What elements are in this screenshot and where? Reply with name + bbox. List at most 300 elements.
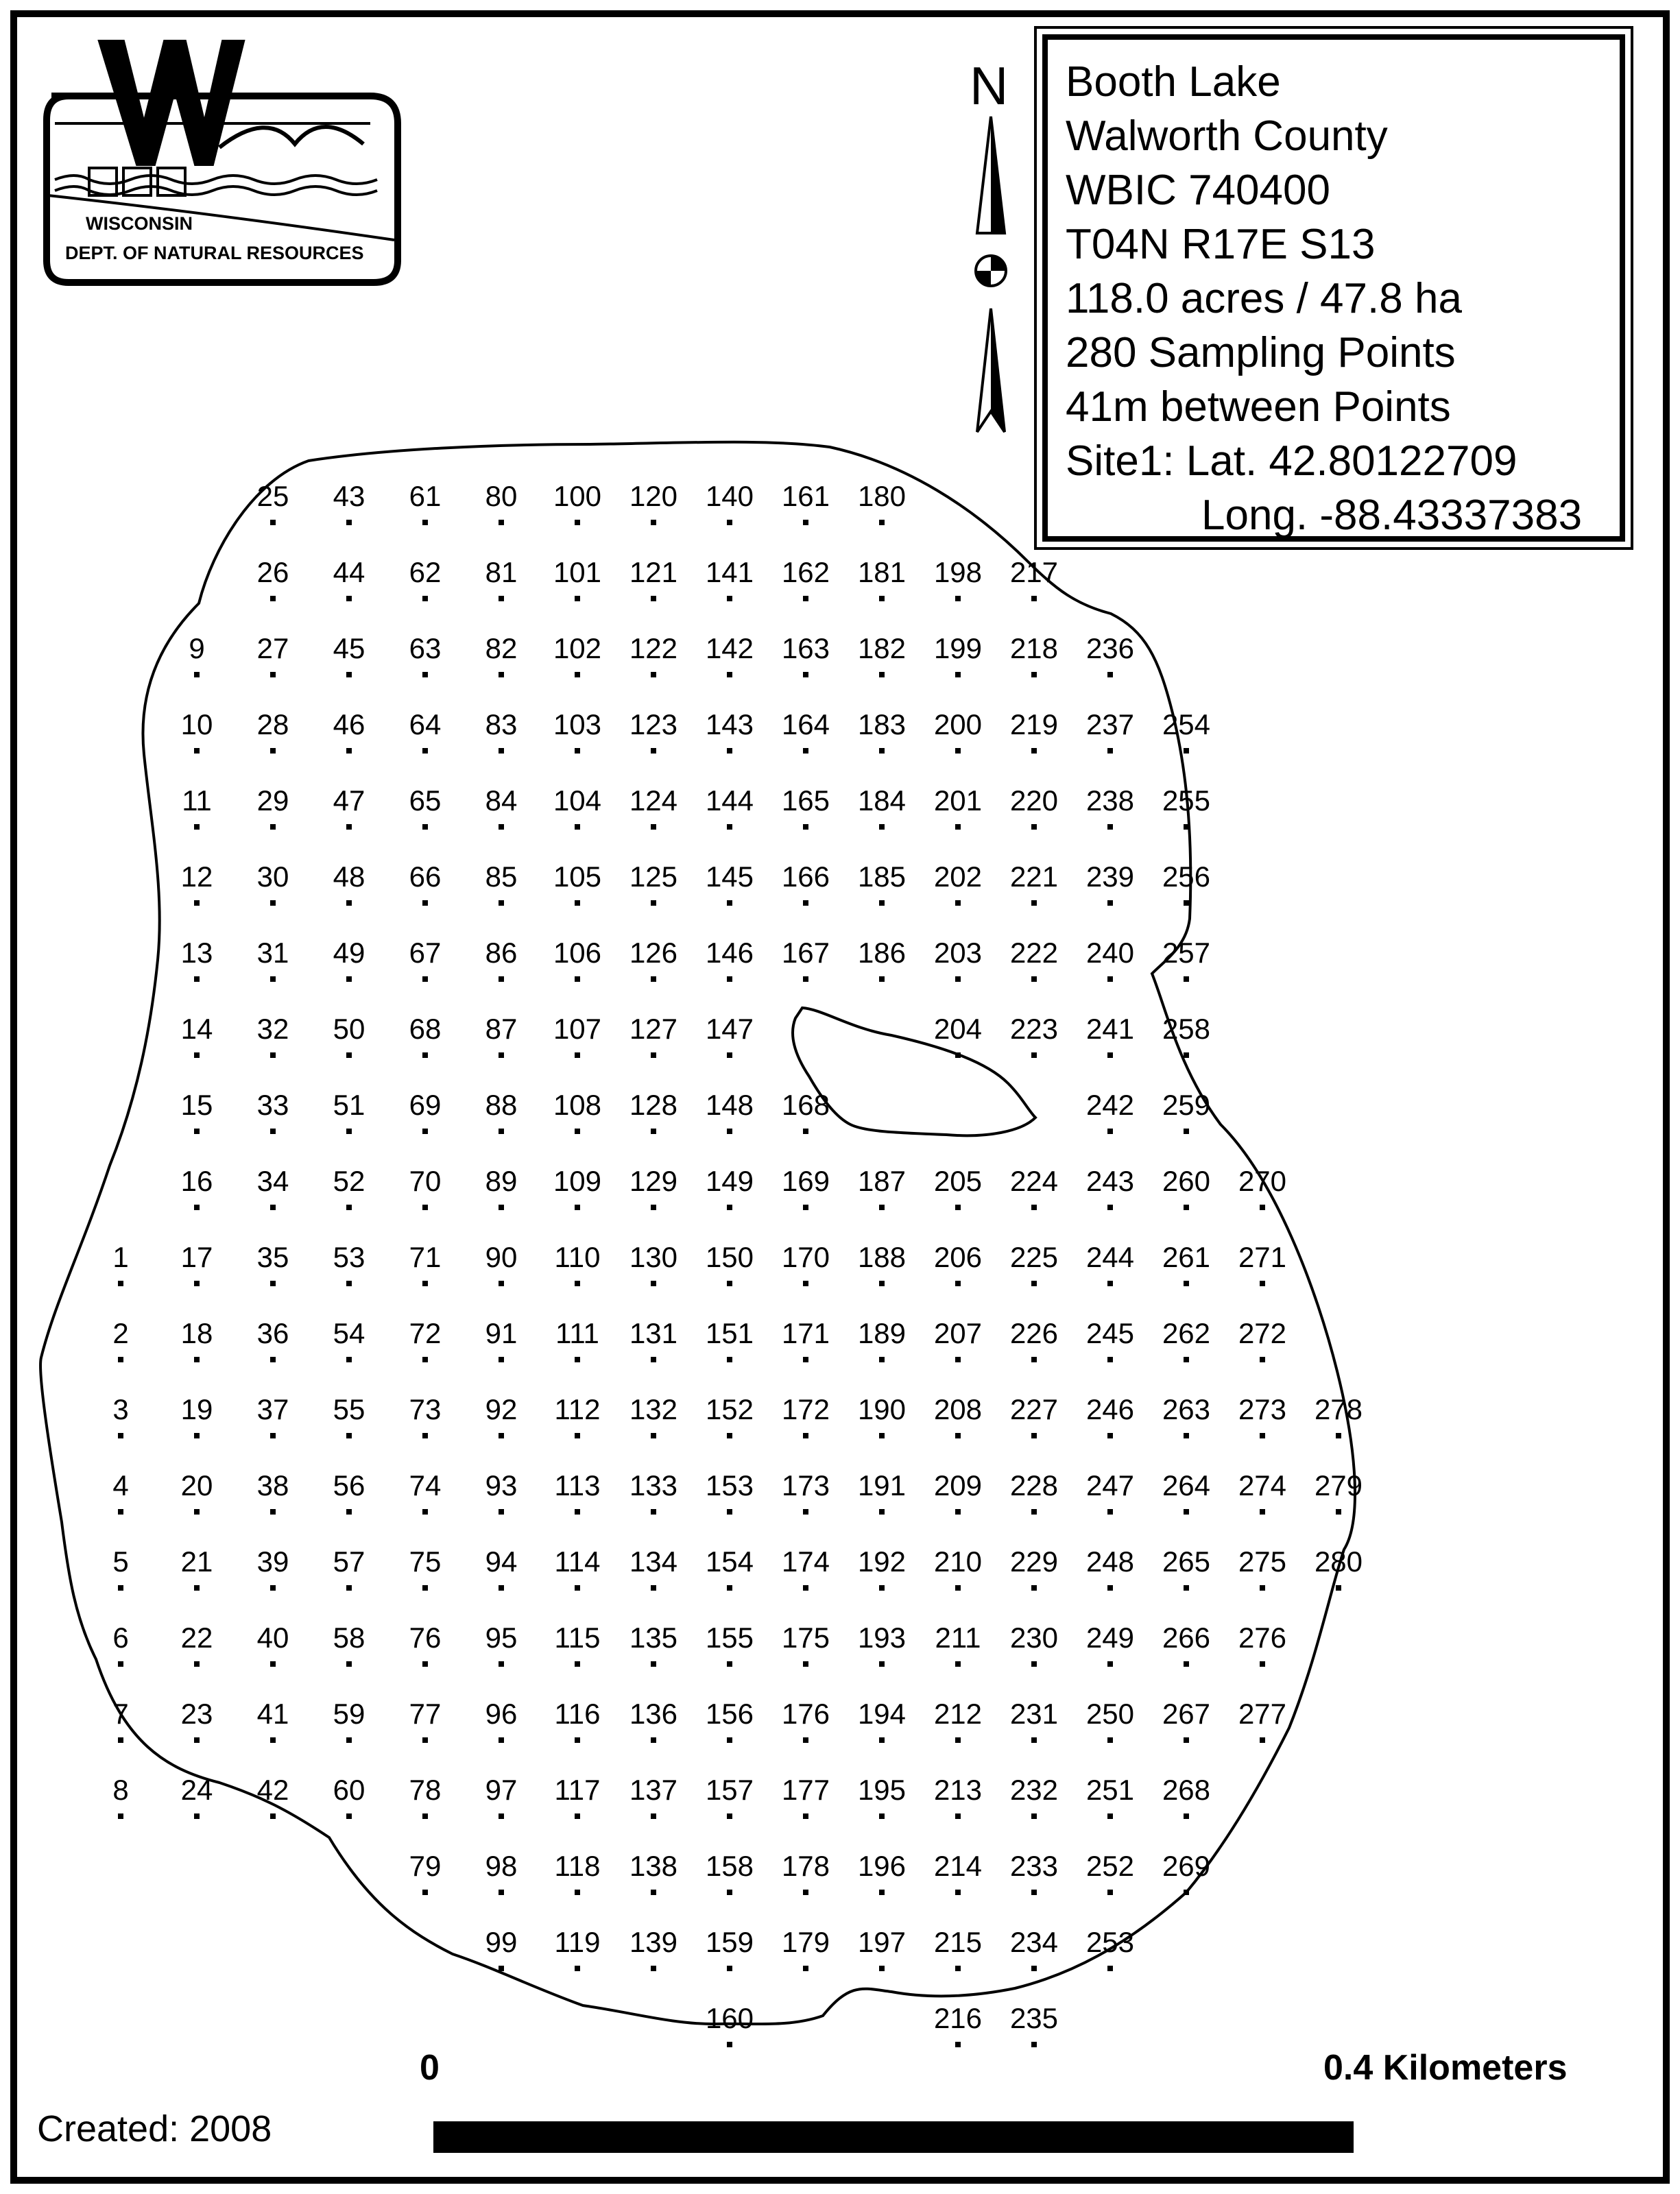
sampling-point-label: 61 xyxy=(409,480,442,512)
sampling-point-marker xyxy=(499,1052,504,1058)
sampling-point-label: 169 xyxy=(781,1165,830,1197)
sampling-point-label: 44 xyxy=(333,556,365,588)
sampling-point-label: 57 xyxy=(333,1545,365,1578)
sampling-point-label: 280 xyxy=(1314,1545,1363,1578)
sampling-point-marker xyxy=(422,1281,428,1286)
sampling-point-label: 239 xyxy=(1085,860,1135,893)
sampling-point-label: 258 xyxy=(1162,1013,1211,1045)
sampling-point-marker xyxy=(346,1813,352,1819)
sampling-point-marker xyxy=(1260,1357,1265,1362)
sampling-point-label: 55 xyxy=(333,1393,365,1425)
sampling-point-label: 106 xyxy=(553,937,602,969)
sampling-point-marker xyxy=(575,672,580,677)
sampling-point-marker xyxy=(194,748,200,754)
sampling-point-label: 14 xyxy=(180,1013,213,1045)
sampling-point-marker xyxy=(879,1737,885,1743)
sampling-point-label: 146 xyxy=(705,937,754,969)
sampling-point-label: 63 xyxy=(409,632,442,664)
sampling-point-label: 147 xyxy=(705,1013,754,1045)
sampling-point-marker xyxy=(651,824,656,830)
sampling-point-label: 75 xyxy=(409,1545,442,1578)
sampling-point-label: 136 xyxy=(629,1698,678,1730)
sampling-point-label: 113 xyxy=(554,1469,601,1502)
sampling-point-marker xyxy=(803,1661,808,1667)
sampling-point-label: 175 xyxy=(781,1622,830,1654)
sampling-point-label: 101 xyxy=(553,556,602,588)
sampling-point-marker xyxy=(575,1661,580,1667)
sampling-point-marker xyxy=(727,900,732,906)
sampling-point-label: 278 xyxy=(1314,1393,1363,1425)
sampling-point-label: 241 xyxy=(1085,1013,1135,1045)
sampling-point-marker xyxy=(499,520,504,525)
sampling-point-label: 59 xyxy=(333,1698,365,1730)
sampling-point-marker xyxy=(194,1509,200,1515)
sampling-point-marker xyxy=(499,1129,504,1134)
sampling-point-marker xyxy=(422,1509,428,1515)
sampling-point-label: 219 xyxy=(1009,708,1059,740)
sampling-point-marker xyxy=(727,748,732,754)
sampling-point-marker xyxy=(270,900,276,906)
sampling-point-marker xyxy=(270,1509,276,1515)
sampling-point-marker xyxy=(270,1737,276,1743)
sampling-point-label: 142 xyxy=(705,632,754,664)
lake-info-box xyxy=(1042,34,1625,542)
county: Walworth County xyxy=(1066,112,1388,160)
sampling-point-label: 168 xyxy=(781,1089,830,1121)
sampling-point-marker xyxy=(194,1813,200,1819)
sampling-point-marker xyxy=(955,976,961,982)
sampling-point-marker xyxy=(651,1966,656,1971)
sampling-point-marker xyxy=(803,976,808,982)
sampling-point-label: 82 xyxy=(485,632,518,664)
sampling-point-marker xyxy=(803,1357,808,1362)
sampling-point-label: 260 xyxy=(1162,1165,1211,1197)
sampling-point-label: 143 xyxy=(705,708,754,740)
sampling-point-label: 135 xyxy=(629,1622,678,1654)
sampling-point-marker xyxy=(803,672,808,677)
sampling-point-marker xyxy=(1260,1281,1265,1286)
sampling-point-marker xyxy=(1184,900,1189,906)
sampling-point-marker xyxy=(118,1509,123,1515)
sampling-point-marker xyxy=(270,672,276,677)
sampling-point-marker xyxy=(879,1433,885,1438)
sampling-point-label: 157 xyxy=(705,1774,754,1806)
lake-shoreline xyxy=(40,442,1355,2024)
sampling-point-label: 95 xyxy=(485,1622,518,1654)
sampling-point-marker xyxy=(879,748,885,754)
sampling-point-marker xyxy=(1184,1737,1189,1743)
sampling-point-marker xyxy=(727,1205,732,1210)
sampling-point-marker xyxy=(651,900,656,906)
sampling-point-label: 222 xyxy=(1009,937,1059,969)
sampling-point-marker xyxy=(422,596,428,601)
sampling-point-label: 208 xyxy=(933,1393,983,1425)
sampling-point-marker xyxy=(346,1357,352,1362)
sampling-point-marker xyxy=(575,1205,580,1210)
sampling-point-marker xyxy=(1107,1433,1113,1438)
sampling-point-label: 277 xyxy=(1238,1698,1287,1730)
sampling-point-marker xyxy=(727,824,732,830)
sampling-point-marker xyxy=(803,1737,808,1743)
sampling-point-label: 248 xyxy=(1085,1545,1135,1578)
sampling-point-marker xyxy=(270,976,276,982)
sampling-point-label: 27 xyxy=(256,632,289,664)
sampling-point-label: 40 xyxy=(256,1622,289,1654)
sampling-point-marker xyxy=(422,1813,428,1819)
sampling-point-marker xyxy=(727,1737,732,1743)
sampling-point-label: 13 xyxy=(180,937,213,969)
sampling-point-marker xyxy=(118,1585,123,1591)
sampling-point-label: 254 xyxy=(1162,708,1211,740)
sampling-point-marker xyxy=(1107,1052,1113,1058)
sampling-point-label: 242 xyxy=(1085,1089,1135,1121)
sampling-point-label: 65 xyxy=(409,784,442,817)
sampling-point-label: 150 xyxy=(705,1241,754,1273)
sampling-point-label: 80 xyxy=(485,480,518,512)
sampling-point-label: 223 xyxy=(1009,1013,1059,1045)
sampling-point-label: 152 xyxy=(705,1393,754,1425)
sampling-point-marker xyxy=(727,1281,732,1286)
sampling-point-label: 233 xyxy=(1009,1850,1059,1882)
sampling-point-marker xyxy=(803,1813,808,1819)
sampling-point-label: 276 xyxy=(1238,1622,1287,1654)
sampling-point-label: 41 xyxy=(256,1698,289,1730)
sampling-point-label: 64 xyxy=(409,708,442,740)
sampling-point-label: 37 xyxy=(256,1393,289,1425)
sampling-point-label: 114 xyxy=(554,1545,601,1578)
sampling-point-label: 235 xyxy=(1009,2002,1059,2034)
sampling-point-label: 129 xyxy=(629,1165,678,1197)
sampling-point-marker xyxy=(955,1585,961,1591)
sampling-point-label: 259 xyxy=(1162,1089,1211,1121)
sampling-point-marker xyxy=(1107,1661,1113,1667)
sampling-point-marker xyxy=(346,1129,352,1134)
sampling-point-label: 176 xyxy=(781,1698,830,1730)
sampling-point-label: 89 xyxy=(485,1165,518,1197)
sampling-point-marker xyxy=(499,1813,504,1819)
sampling-point-label: 250 xyxy=(1085,1698,1135,1730)
sampling-point-marker xyxy=(1107,976,1113,982)
sampling-point-label: 87 xyxy=(485,1013,518,1045)
sampling-point-marker xyxy=(118,1813,123,1819)
sampling-point-marker xyxy=(422,1129,428,1134)
sampling-point-label: 217 xyxy=(1009,556,1059,588)
sampling-point-label: 51 xyxy=(333,1089,365,1121)
sampling-point-marker xyxy=(1031,1509,1037,1515)
sampling-point-marker xyxy=(955,1205,961,1210)
sampling-point-label: 252 xyxy=(1085,1850,1135,1882)
sampling-point-label: 197 xyxy=(857,1926,907,1958)
sampling-point-marker xyxy=(803,900,808,906)
sampling-point-label: 107 xyxy=(553,1013,602,1045)
lake-area: 118.0 acres / 47.8 ha xyxy=(1066,275,1462,322)
legal-description: T04N R17E S13 xyxy=(1066,221,1376,268)
sampling-point-label: 249 xyxy=(1085,1622,1135,1654)
sampling-point-label: 116 xyxy=(554,1698,601,1730)
sampling-point-label: 140 xyxy=(705,480,754,512)
sampling-point-marker xyxy=(575,1890,580,1895)
sampling-point-label: 109 xyxy=(553,1165,602,1197)
sampling-point-marker xyxy=(575,748,580,754)
sampling-point-label: 120 xyxy=(629,480,678,512)
sampling-point-label: 144 xyxy=(705,784,754,817)
sampling-point-marker xyxy=(955,748,961,754)
sampling-point-label: 269 xyxy=(1162,1850,1211,1882)
sampling-point-marker xyxy=(727,2042,732,2047)
sampling-point-label: 6 xyxy=(112,1622,129,1654)
sampling-point-marker xyxy=(1184,824,1189,830)
sampling-point-marker xyxy=(803,1509,808,1515)
sampling-point-label: 227 xyxy=(1009,1393,1059,1425)
sampling-point-marker xyxy=(803,1966,808,1971)
sampling-point-label: 204 xyxy=(933,1013,983,1045)
sampling-point-label: 178 xyxy=(781,1850,830,1882)
sampling-point-marker xyxy=(422,748,428,754)
sampling-point-label: 21 xyxy=(180,1545,213,1578)
sampling-point-marker xyxy=(422,900,428,906)
sampling-point-label: 17 xyxy=(180,1241,213,1273)
sampling-point-label: 47 xyxy=(333,784,365,817)
sampling-point-label: 202 xyxy=(933,860,983,893)
sampling-point-label: 245 xyxy=(1085,1317,1135,1349)
sampling-point-marker xyxy=(1031,1281,1037,1286)
sampling-point-marker xyxy=(422,1737,428,1743)
sampling-point-marker xyxy=(651,520,656,525)
sampling-point-marker xyxy=(499,1281,504,1286)
sampling-point-label: 121 xyxy=(629,556,678,588)
sampling-point-marker xyxy=(270,1205,276,1210)
sampling-point-marker xyxy=(879,1661,885,1667)
sampling-point-marker xyxy=(727,1433,732,1438)
sampling-point-label: 226 xyxy=(1009,1317,1059,1349)
sampling-point-label: 31 xyxy=(256,937,289,969)
sampling-point-label: 206 xyxy=(933,1241,983,1273)
sampling-point-marker xyxy=(727,1357,732,1362)
sampling-point-marker xyxy=(499,1661,504,1667)
sampling-point-marker xyxy=(1031,1813,1037,1819)
site-longitude: Long. -88.43337383 xyxy=(1201,492,1583,539)
sampling-point-label: 130 xyxy=(629,1241,678,1273)
sampling-point-marker xyxy=(270,1433,276,1438)
sampling-point-label: 12 xyxy=(180,860,213,893)
sampling-point-label: 92 xyxy=(485,1393,518,1425)
sampling-point-label: 43 xyxy=(333,480,365,512)
sampling-point-marker xyxy=(803,1205,808,1210)
sampling-point-marker xyxy=(879,1585,885,1591)
sampling-point-label: 162 xyxy=(781,556,830,588)
sampling-point-label: 212 xyxy=(933,1698,983,1730)
sampling-point-marker xyxy=(1107,1205,1113,1210)
sampling-point-label: 228 xyxy=(1009,1469,1059,1502)
sampling-point-marker xyxy=(346,1205,352,1210)
sampling-point-marker xyxy=(1031,748,1037,754)
sampling-point-label: 156 xyxy=(705,1698,754,1730)
sampling-point-label: 8 xyxy=(112,1774,129,1806)
sampling-point-label: 88 xyxy=(485,1089,518,1121)
sampling-point-marker xyxy=(499,672,504,677)
sampling-point-label: 48 xyxy=(333,860,365,893)
sampling-point-label: 84 xyxy=(485,784,518,817)
logo-dnr-text: DEPT. OF NATURAL RESOURCES xyxy=(65,243,364,263)
sampling-point-label: 174 xyxy=(781,1545,830,1578)
sampling-point-label: 238 xyxy=(1085,784,1135,817)
sampling-point-marker xyxy=(1184,748,1189,754)
sampling-point-marker xyxy=(346,976,352,982)
sampling-point-label: 66 xyxy=(409,860,442,893)
sampling-point-label: 32 xyxy=(256,1013,289,1045)
sampling-point-marker xyxy=(879,672,885,677)
sampling-point-label: 49 xyxy=(333,937,365,969)
sampling-point-label: 10 xyxy=(180,708,213,740)
sampling-point-label: 194 xyxy=(857,1698,907,1730)
sampling-point-label: 46 xyxy=(333,708,365,740)
sampling-point-label: 230 xyxy=(1009,1622,1059,1654)
sampling-point-marker xyxy=(955,596,961,601)
sampling-point-marker xyxy=(346,1585,352,1591)
sampling-point-marker xyxy=(575,824,580,830)
sampling-point-label: 220 xyxy=(1009,784,1059,817)
sampling-point-marker xyxy=(422,1661,428,1667)
sampling-point-marker xyxy=(1031,1052,1037,1058)
scale-end-label: 0.4 Kilometers xyxy=(1323,2048,1568,2088)
sampling-point-label: 137 xyxy=(629,1774,678,1806)
sampling-point-label: 67 xyxy=(409,937,442,969)
sampling-point-marker xyxy=(346,748,352,754)
sampling-point-marker xyxy=(499,1737,504,1743)
sampling-point-label: 262 xyxy=(1162,1317,1211,1349)
sampling-point-marker xyxy=(1184,1813,1189,1819)
sampling-point-label: 266 xyxy=(1162,1622,1211,1654)
sampling-point-label: 108 xyxy=(553,1089,602,1121)
sampling-point-label: 72 xyxy=(409,1317,442,1349)
sampling-point-marker xyxy=(270,1281,276,1286)
sampling-point-marker xyxy=(955,1433,961,1438)
sampling-point-marker xyxy=(575,1585,580,1591)
sampling-point-label: 256 xyxy=(1162,860,1211,893)
sampling-point-label: 181 xyxy=(857,556,907,588)
sampling-point-marker xyxy=(1031,1890,1037,1895)
sampling-point-label: 165 xyxy=(781,784,830,817)
sampling-point-marker xyxy=(270,1052,276,1058)
scale-zero-label: 0 xyxy=(420,2048,440,2088)
wdnr-logo xyxy=(47,41,398,282)
sampling-point-label: 209 xyxy=(933,1469,983,1502)
sampling-point-marker xyxy=(651,672,656,677)
sampling-point-marker xyxy=(651,976,656,982)
sampling-point-label: 133 xyxy=(629,1469,678,1502)
sampling-point-marker xyxy=(499,748,504,754)
sampling-point-marker xyxy=(1184,1433,1189,1438)
sampling-point-label: 151 xyxy=(705,1317,754,1349)
sampling-point-label: 85 xyxy=(485,860,518,893)
sampling-point-marker xyxy=(270,520,276,525)
sampling-point-label: 173 xyxy=(781,1469,830,1502)
sampling-point-label: 11 xyxy=(182,784,212,817)
sampling-point-label: 215 xyxy=(933,1926,983,1958)
sampling-point-marker xyxy=(575,596,580,601)
sampling-point-label: 97 xyxy=(485,1774,518,1806)
sampling-point-label: 224 xyxy=(1009,1165,1059,1197)
sampling-point-label: 69 xyxy=(409,1089,442,1121)
sampling-point-marker xyxy=(422,1052,428,1058)
sampling-point-label: 26 xyxy=(256,556,289,588)
sampling-point-marker xyxy=(1107,1737,1113,1743)
sampling-point-marker xyxy=(1031,1661,1037,1667)
sampling-point-label: 1 xyxy=(112,1241,129,1273)
sampling-point-label: 30 xyxy=(256,860,289,893)
sampling-point-label: 103 xyxy=(553,708,602,740)
sampling-point-marker xyxy=(651,596,656,601)
sampling-point-marker xyxy=(194,824,200,830)
sampling-point-label: 117 xyxy=(554,1774,601,1806)
sampling-point-marker xyxy=(1336,1509,1341,1515)
sampling-point-marker xyxy=(1031,596,1037,601)
sampling-point-marker xyxy=(879,976,885,982)
sampling-point-label: 270 xyxy=(1238,1165,1287,1197)
sampling-point-marker xyxy=(499,1357,504,1362)
sampling-point-label: 112 xyxy=(554,1393,601,1425)
sampling-point-marker xyxy=(194,1433,200,1438)
sampling-point-label: 205 xyxy=(933,1165,983,1197)
sampling-point-label: 100 xyxy=(553,480,602,512)
sampling-point-marker xyxy=(955,1509,961,1515)
sampling-point-marker xyxy=(118,1737,123,1743)
sampling-point-marker xyxy=(1107,1129,1113,1134)
sampling-point-marker xyxy=(194,1661,200,1667)
sampling-point-label: 94 xyxy=(485,1545,518,1578)
sampling-point-label: 36 xyxy=(256,1317,289,1349)
sampling-point-marker xyxy=(1031,1737,1037,1743)
sampling-point-marker xyxy=(575,1509,580,1515)
sampling-point-marker xyxy=(575,1357,580,1362)
sampling-point-marker xyxy=(1107,672,1113,677)
sampling-point-marker xyxy=(1184,1281,1189,1286)
sampling-point-marker xyxy=(575,1813,580,1819)
sampling-point-marker xyxy=(879,520,885,525)
sampling-point-label: 35 xyxy=(256,1241,289,1273)
sampling-point-marker xyxy=(499,1433,504,1438)
sampling-point-marker xyxy=(1107,1813,1113,1819)
sampling-point-marker xyxy=(879,900,885,906)
sampling-point-label: 86 xyxy=(485,937,518,969)
sampling-point-label: 274 xyxy=(1238,1469,1287,1502)
sampling-point-label: 158 xyxy=(705,1850,754,1882)
sampling-point-label: 138 xyxy=(629,1850,678,1882)
sampling-point-marker xyxy=(346,824,352,830)
sampling-point-label: 149 xyxy=(705,1165,754,1197)
sampling-point-label: 184 xyxy=(857,784,907,817)
sampling-point-marker xyxy=(194,1281,200,1286)
sampling-point-marker xyxy=(727,1509,732,1515)
sampling-point-marker xyxy=(194,1357,200,1362)
sampling-point-marker xyxy=(651,1585,656,1591)
sampling-point-label: 265 xyxy=(1162,1545,1211,1578)
sampling-point-label: 187 xyxy=(857,1165,907,1197)
sampling-point-marker xyxy=(1184,1205,1189,1210)
sampling-point-label: 171 xyxy=(781,1317,830,1349)
sampling-point-marker xyxy=(422,1890,428,1895)
sampling-point-marker xyxy=(575,1433,580,1438)
sampling-point-marker xyxy=(575,1966,580,1971)
sampling-point-marker xyxy=(346,1281,352,1286)
sampling-point-label: 23 xyxy=(180,1698,213,1730)
sampling-point-label: 53 xyxy=(333,1241,365,1273)
sampling-point-label: 275 xyxy=(1238,1545,1287,1578)
sampling-point-label: 160 xyxy=(705,2002,754,2034)
sampling-point-label: 122 xyxy=(629,632,678,664)
sampling-point-label: 163 xyxy=(781,632,830,664)
sampling-point-label: 161 xyxy=(781,480,830,512)
